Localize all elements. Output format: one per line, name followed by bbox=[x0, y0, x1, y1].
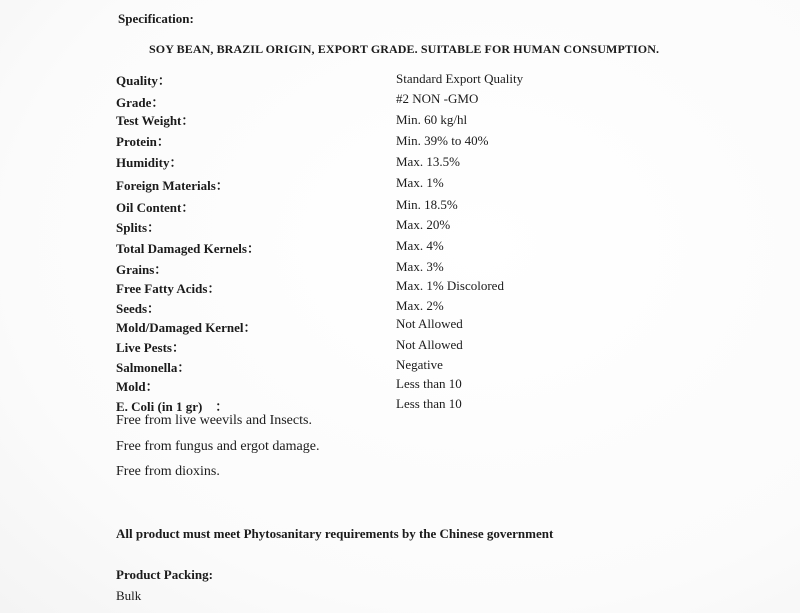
spec-row bbox=[116, 197, 756, 215]
note-fungus: Free from fungus and ergot damage. bbox=[116, 439, 320, 454]
spec-label: Protein： bbox=[116, 134, 170, 149]
spec-value: #2 NON -GMO bbox=[396, 91, 479, 106]
spec-row bbox=[116, 278, 756, 296]
spec-label: Free Fatty Acids： bbox=[116, 281, 221, 296]
spec-value: Max. 20% bbox=[396, 217, 451, 232]
spec-label: Seeds： bbox=[116, 301, 161, 316]
spec-row bbox=[116, 337, 756, 355]
spec-row bbox=[116, 298, 756, 316]
packing-value: Bulk bbox=[116, 588, 142, 603]
spec-value: Max. 2% bbox=[396, 298, 444, 313]
note-weevils: Free from live weevils and Insects. bbox=[116, 413, 312, 428]
spec-label: Live Pests： bbox=[116, 340, 185, 355]
spec-value: Max. 4% bbox=[396, 238, 444, 253]
spec-value: Max. 3% bbox=[396, 259, 444, 274]
spec-value: Max. 1% Discolored bbox=[396, 278, 504, 293]
spec-value: Negative bbox=[396, 357, 443, 372]
spec-label: Grains： bbox=[116, 262, 168, 277]
spec-label: Grade： bbox=[116, 95, 165, 110]
product-subtitle: SOY BEAN, BRAZIL ORIGIN, EXPORT GRADE. SUITABLE FOR HUMAN CONSUMPTION. bbox=[149, 42, 660, 56]
spec-label: Splits： bbox=[116, 220, 161, 235]
spec-label: E. Coli (in 1 gr) ： bbox=[116, 399, 229, 414]
spec-value: Less than 10 bbox=[396, 396, 462, 411]
spec-label: Quality： bbox=[116, 73, 171, 88]
spec-row bbox=[116, 152, 756, 170]
spec-value: Min. 18.5% bbox=[396, 197, 458, 212]
spec-value: Max. 1% bbox=[396, 175, 444, 190]
spec-label: Test Weight： bbox=[116, 113, 195, 128]
spec-value: Max. 13.5% bbox=[396, 154, 460, 169]
spec-value: Not Allowed bbox=[396, 316, 463, 331]
spec-row bbox=[116, 92, 756, 110]
spec-row bbox=[116, 317, 756, 335]
spec-value: Less than 10 bbox=[396, 376, 462, 391]
spec-row bbox=[116, 217, 756, 235]
spec-row bbox=[116, 70, 756, 88]
phytosanitary-requirement: All product must meet Phytosanitary requirements by the Chinese government bbox=[116, 526, 554, 541]
spec-row bbox=[116, 396, 756, 414]
spec-row bbox=[116, 357, 756, 375]
spec-label: Humidity： bbox=[116, 155, 183, 170]
note-dioxins: Free from dioxins. bbox=[116, 464, 220, 479]
spec-label: Foreign Materials： bbox=[116, 178, 229, 193]
spec-row bbox=[116, 110, 756, 128]
spec-label: Oil Content： bbox=[116, 200, 195, 215]
spec-label: Salmonella： bbox=[116, 360, 191, 375]
specification-heading: Specification: bbox=[118, 11, 194, 26]
spec-value: Min. 39% to 40% bbox=[396, 133, 489, 148]
spec-row bbox=[116, 131, 756, 149]
spec-value: Not Allowed bbox=[396, 337, 463, 352]
spec-label: Total Damaged Kernels： bbox=[116, 241, 260, 256]
spec-value: Min. 60 kg/hl bbox=[396, 112, 468, 127]
spec-row bbox=[116, 238, 756, 256]
spec-label: Mold/Damaged Kernel： bbox=[116, 320, 257, 335]
spec-row bbox=[116, 259, 756, 277]
spec-label: Mold： bbox=[116, 379, 159, 394]
spec-row bbox=[116, 175, 756, 193]
spec-value: Standard Export Quality bbox=[396, 71, 524, 86]
spec-row bbox=[116, 376, 756, 394]
packing-heading: Product Packing: bbox=[116, 567, 213, 582]
